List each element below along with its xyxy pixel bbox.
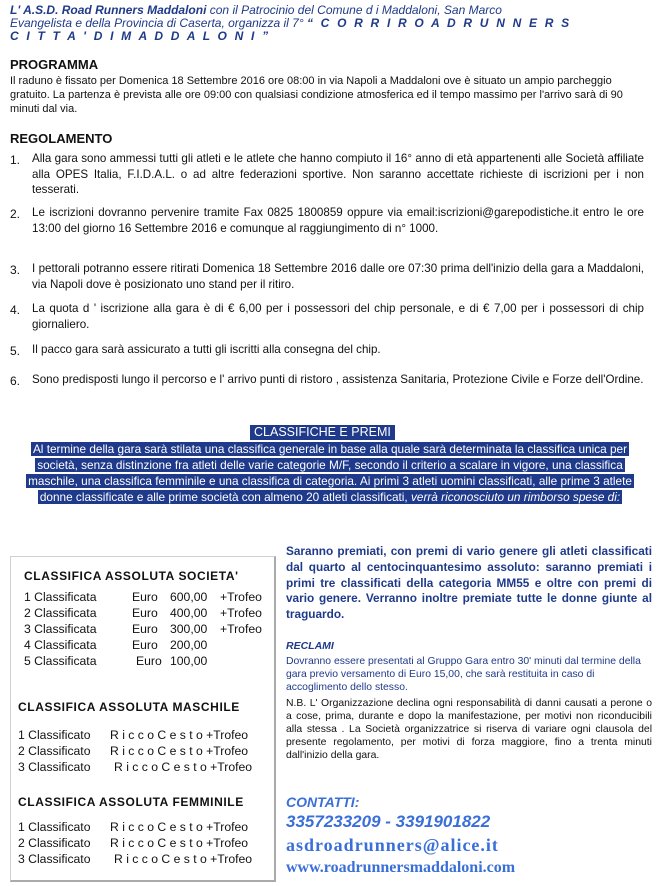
reclami-text: Dovranno essere presentati al Gruppo Gara entro 30' minuti dal termine della gara previo versamento di Euro 15,00, che sarà restituita in caso di accoglimento dello stesso. <box>286 656 641 693</box>
premiati-text: Saranno premiati, con premi di vario genere gli atleti classificati dal quarto al centocinquantesimo assoluto: saranno premiati i primi tre classificati della categoria MM55 e oltre con premi di vario genere. Verranno inoltre premiate tutte le donne giunte al traguardo. <box>286 544 652 622</box>
programma-title: PROGRAMMA <box>10 57 99 72</box>
event-title-city: C I T T A ' D I M A D D A L O N I ” <box>10 29 271 43</box>
header <box>10 4 654 43</box>
programma-text: Il raduno è fissato per Domenica 18 Settembre 2016 ore 08:00 in via Napoli a Maddaloni ove è situato un ampio parcheggio gratuito. La partenza è prevista alle ore 09:00 con qualsiasi condizione atmosferica ed il tempo massimo per l'arrivo sarà di 90 minuti dal via. <box>10 75 623 115</box>
contact-email-link[interactable]: asdroadrunners@alice.it <box>286 835 499 855</box>
website-link[interactable]: www.roadrunnersmaddaloni.com <box>286 859 516 876</box>
reclami-title: RECLAMI <box>286 640 334 652</box>
femminile-title: CLASSIFICA ASSOLUTA FEMMINILE <box>18 795 244 809</box>
contact-phones: 3357233209 - 3391901822 <box>286 812 491 831</box>
nb-text: N.B. L' Organizzazione declina ogni responsabilità di danni causati a perone o a cose, prima, durante e dopo la manifestazione, per motivi non riconducibili alla stessa . La Società organizzatrice si riserva di variare ogni clausola del presente regolamento, per motivi di forza maggiore, fino a trenta minuti dall'inizio della gara. <box>286 698 652 761</box>
event-title: “ C O R R I R O A D R U N N E R S <box>306 16 572 30</box>
regolamento-title: REGOLAMENTO <box>10 131 113 146</box>
societa-title: CLASSIFICA ASSOLUTA SOCIETA' <box>24 569 239 583</box>
classifiche-label: CLASSIFICHE E PREMI <box>250 425 395 440</box>
maschile-title: CLASSIFICA ASSOLUTA MASCHILE <box>18 700 240 714</box>
header-line-2: Evangelista e della Provincia di Caserta, organizza il 7° “ C O R R I R O A D R U N N E R S <box>10 16 572 30</box>
header-line-1: L' A.S.D. Road Runners Maddaloni con il Patrocinio del Comune d i Maddaloni, San Marco <box>10 3 502 17</box>
classifiche-text: Al termine della gara sarà stilata una classifica generale in base alla quale sarà determinata la classifica unica per società, senza distinzione fra atleti delle varie categorie M/F, secondo il criterio a scalare in vigore, una classifica maschile, una classifica femminile e una classifica di categoria. Ai primi 3 atleti uomini classificati, alle prime 3 atlete donne classificate e alle prime società con almeno 20 atleti classificati, verrà riconosciuto un rimborso spese di: <box>28 442 632 504</box>
organizer-name: L' A.S.D. Road Runners Maddaloni <box>10 3 207 17</box>
contatti-label: CONTATTI: <box>286 794 360 810</box>
